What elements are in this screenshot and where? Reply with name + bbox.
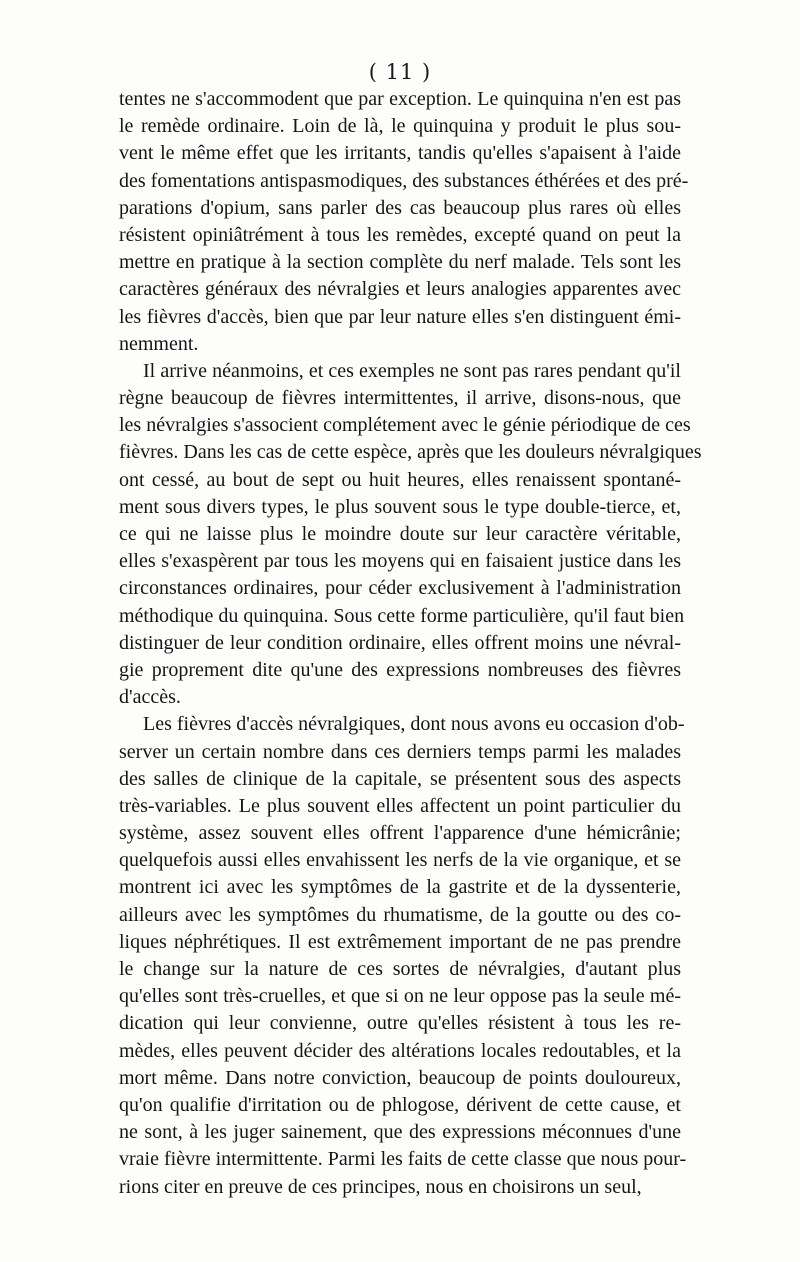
text-line: server un certain nombre dans ces derniers temps parmi les malades <box>119 740 681 763</box>
paragraph <box>119 358 702 711</box>
text-line: ce qui ne laisse plus le moindre doute sur leur caractère véritable, <box>119 523 681 545</box>
page-number: ( 11 ) <box>368 60 432 84</box>
text-line: les fièvres d'accès, bien que par leur nature elles s'en distinguent émi- <box>119 305 681 328</box>
text-line: d'accès. <box>119 686 181 709</box>
text-line: des fomentations antispasmodiques, des substances éthérées et des pré- <box>119 169 689 192</box>
text-line: Il arrive néanmoins, et ces exemples ne sont pas rares pendant qu'il <box>143 359 681 382</box>
text-line: rions citer en preuve de ces principes, nous en choisirons un seul, <box>119 1175 642 1198</box>
text-line: elles s'exaspèrent par tous les moyens qui en faisaient justice dans les <box>119 550 681 573</box>
text-line: Les fièvres d'accès névralgiques, dont nous avons eu occasion d'ob- <box>143 713 685 736</box>
text-line: fièvres. Dans les cas de cette espèce, après que les douleurs névralgiques <box>119 441 702 464</box>
text-line: système, assez souvent elles offrent l'apparence d'une hémicrânie; <box>119 822 681 845</box>
text-line: circonstances ordinaires, pour céder exclusivement à l'administration <box>119 577 681 600</box>
text-line: ont cessé, au bout de sept ou huit heures, elles renaissent spontané- <box>119 468 681 491</box>
text-line: résistent opiniâtrément à tous les remèdes, excepté quand on peut la <box>119 223 681 246</box>
text-line: parations d'opium, sans parler des cas beaucoup plus rares où elles <box>119 196 681 219</box>
text-line: les névralgies s'associent complétement avec le génie périodique de ces <box>119 414 691 437</box>
text-line: vraie fièvre intermittente. Parmi les faits de cette classe que nous pour- <box>119 1148 687 1171</box>
text-line: qu'on qualifie d'irritation ou de phlogose, dérivent de cette cause, et <box>119 1093 681 1116</box>
text-line: vent le même effet que les irritants, tandis qu'elles s'apaisent à l'aide <box>119 142 681 165</box>
body-text <box>119 86 702 1201</box>
paragraph <box>119 711 687 1200</box>
text-line: méthodique du quinquina. Sous cette forme particulière, qu'il faut bien <box>119 604 685 627</box>
text-line: très-variables. Le plus souvent elles affectent un point particulier du <box>119 794 681 817</box>
paragraph <box>119 86 689 358</box>
text-line: qu'elles sont très-cruelles, et que si on ne leur oppose pas la seule mé- <box>119 985 681 1008</box>
text-line: gie proprement dite qu'une des expressions nombreuses des fièvres <box>119 658 681 681</box>
text-line: liques néphrétiques. Il est extrêmement important de ne pas prendre <box>119 930 681 953</box>
text-line: nemment. <box>119 332 199 355</box>
text-line: caractères généraux des névralgies et leurs analogies apparentes avec <box>119 278 681 301</box>
text-line: quelquefois aussi elles envahissent les nerfs de la vie organique, et se <box>119 849 681 872</box>
text-line: ailleurs avec les symptômes du rhumatisme, de la goutte ou des co- <box>119 903 681 926</box>
text-line: mort même. Dans notre conviction, beaucoup de points douloureux, <box>119 1066 681 1089</box>
text-line: montrent ici avec les symptômes de la gastrite et de la dyssenterie, <box>119 876 681 899</box>
text-line: des salles de clinique de la capitale, se présentent sous des aspects <box>119 767 681 790</box>
text-line: tentes ne s'accommodent que par exception. Le quinquina n'en est pas <box>119 88 681 110</box>
text-line: le change sur la nature de ces sortes de névralgies, d'autant plus <box>119 958 681 980</box>
text-line: ment sous divers types, le plus souvent sous le type double-tierce, et, <box>119 495 681 518</box>
text-line: dication qui leur convienne, outre qu'elles résistent à tous les re- <box>119 1012 681 1035</box>
text-line: distinguer de leur condition ordinaire, elles offrent moins une névral- <box>119 631 681 654</box>
text-line: le remède ordinaire. Loin de là, le quinquina y produit le plus sou- <box>119 115 681 138</box>
text-line: ne sont, à les juger sainement, que des expressions méconnues d'une <box>119 1121 681 1144</box>
text-line: mettre en pratique à la section complète du nerf malade. Tels sont les <box>119 251 681 274</box>
text-line: mèdes, elles peuvent décider des altérations locales redoutables, et la <box>119 1039 681 1062</box>
text-line: règne beaucoup de fièvres intermittentes, il arrive, disons-nous, que <box>119 387 681 410</box>
